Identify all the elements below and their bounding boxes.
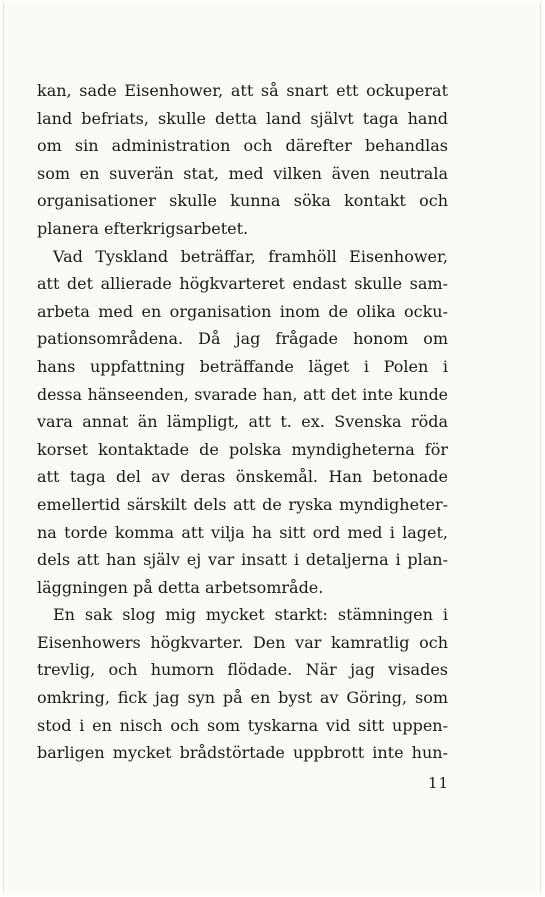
text-line: na torde komma att vilja ha sitt ord med i laget, — [37, 522, 448, 542]
text-line: land befriats, skulle detta land självt taga hand — [37, 108, 448, 128]
text-line: emellertid särskilt dels att de ryska myndigheter- — [37, 494, 448, 514]
text-line: pationsområdena. Då jag frågade honom om — [37, 329, 448, 349]
text-line: planera efterkrigsarbetet. — [37, 218, 249, 238]
text-line: läggningen på detta arbetsområde. — [37, 577, 324, 597]
text-line: att taga del av deras önskemål. Han betonade — [37, 467, 448, 487]
page-number: 11 — [428, 774, 450, 792]
text-line: stod i en nisch och som tyskarna vid sitt uppen- — [37, 715, 448, 735]
text-line: organisationer skulle kunna söka kontakt och — [37, 191, 448, 211]
text-line: barligen mycket brådstörtade uppbrott inte hun- — [37, 743, 448, 763]
text-line: trevlig, och humorn flödade. När jag visades — [37, 660, 448, 680]
text-line: att det allierade högkvarteret endast skulle sam- — [37, 274, 448, 294]
text-line: omkring, fick jag syn på en byst av Göring, som — [37, 688, 448, 708]
text-line: som en suverän stat, med vilken även neutrala — [37, 163, 448, 183]
body-text — [37, 77, 448, 767]
text-line: hans uppfattning beträffande läget i Polen i — [37, 356, 448, 376]
book-page — [3, 2, 541, 893]
text-line: vara annat än lämpligt, att t. ex. Svenska röda — [37, 412, 448, 432]
text-line: korset kontaktade de polska myndigheterna för — [37, 439, 448, 459]
text-line: Eisenhowers högkvarter. Den var kamratlig och — [37, 632, 448, 652]
text-line: kan, sade Eisenhower, att så snart ett ockuperat — [37, 81, 448, 100]
text-line: om sin administration och därefter behandlas — [37, 136, 448, 156]
text-line: En sak slog mig mycket starkt: stämningen i — [53, 605, 448, 625]
text-line: dessa hänseenden, svarade han, att det inte kunde — [37, 384, 448, 404]
text-line: Vad Tyskland beträffar, framhöll Eisenhower, — [53, 246, 448, 266]
text-line: dels att han själv ej var insatt i detaljerna i plan- — [37, 550, 448, 570]
text-line: arbeta med en organisation inom de olika ocku- — [37, 301, 448, 321]
